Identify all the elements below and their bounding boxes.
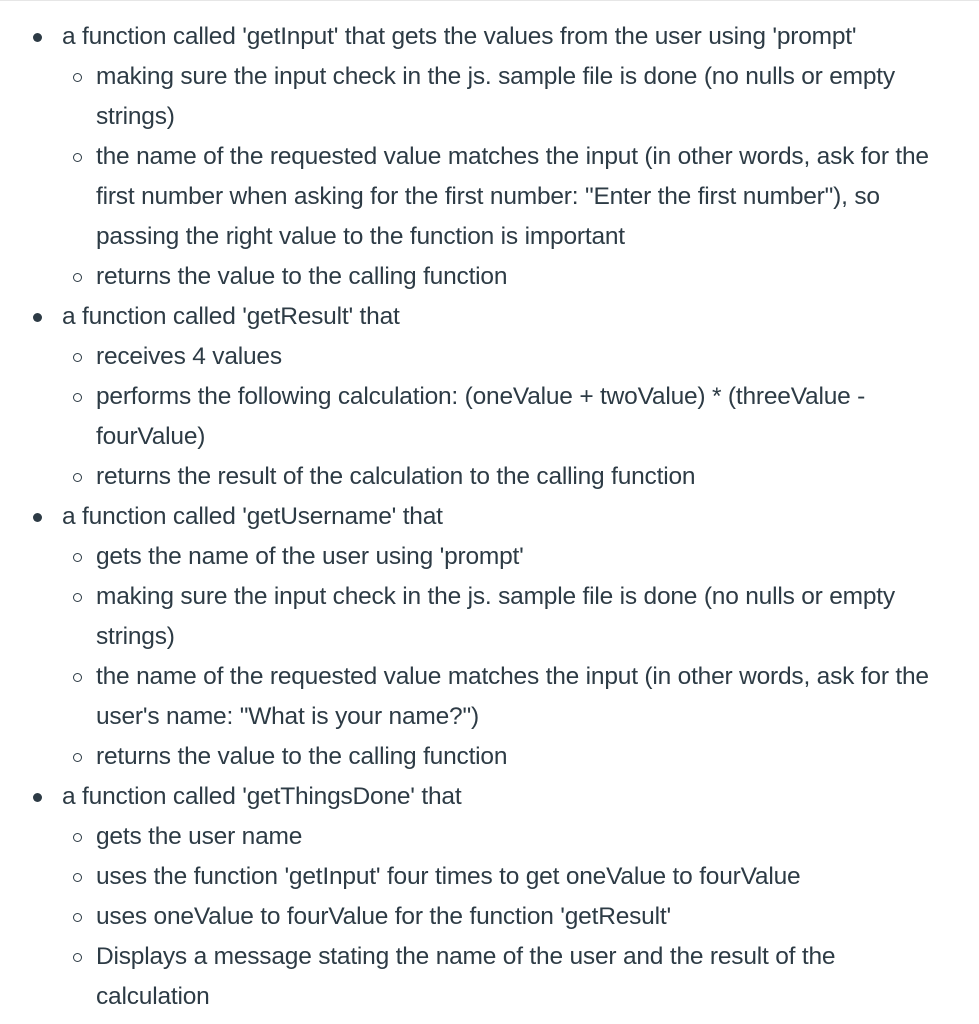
sublist-item-text: returns the value to the calling function	[96, 263, 508, 290]
sublist	[62, 817, 979, 1017]
sublist-item	[62, 457, 979, 497]
requirements-list	[0, 17, 979, 1017]
sublist-item	[62, 377, 979, 457]
list-item-text: a function called 'getResult' that	[62, 303, 400, 330]
sublist-item-text: making sure the input check in the js. sample file is done (no nulls or empty strings)	[96, 583, 895, 650]
sublist-item-text: making sure the input check in the js. sample file is done (no nulls or empty strings)	[96, 63, 895, 130]
sublist-item	[62, 577, 979, 657]
circle-bullet-icon	[73, 553, 82, 562]
sublist-item-text: gets the name of the user using 'prompt'	[96, 543, 524, 570]
circle-bullet-icon	[73, 153, 82, 162]
list-item-getusername	[0, 497, 979, 777]
list-item-text: a function called 'getThingsDone' that	[62, 783, 462, 810]
sublist-item	[62, 137, 979, 257]
list-item-getinput	[0, 17, 979, 297]
sublist-item-text: the name of the requested value matches the input (in other words, ask for the user's name: "What is your name?")	[96, 663, 929, 730]
sublist	[62, 337, 979, 497]
circle-bullet-icon	[73, 473, 82, 482]
list-item-getresult	[0, 297, 979, 497]
sublist-item	[62, 657, 979, 737]
circle-bullet-icon	[73, 673, 82, 682]
requirements-document	[0, 17, 979, 1017]
circle-bullet-icon	[73, 913, 82, 922]
sublist-item-text: returns the result of the calculation to the calling function	[96, 463, 696, 490]
sublist-item	[62, 817, 979, 857]
sublist-item	[62, 857, 979, 897]
circle-bullet-icon	[73, 833, 82, 842]
bullet-icon	[33, 33, 42, 42]
circle-bullet-icon	[73, 393, 82, 402]
sublist	[62, 57, 979, 297]
sublist-item-text: gets the user name	[96, 823, 303, 850]
sublist-item	[62, 737, 979, 777]
circle-bullet-icon	[73, 273, 82, 282]
sublist-item	[62, 897, 979, 937]
sublist-item	[62, 537, 979, 577]
circle-bullet-icon	[73, 593, 82, 602]
sublist-item-text: returns the value to the calling function	[96, 743, 508, 770]
sublist-item-text: performs the following calculation: (oneValue + twoValue) * (threeValue - fourValue)	[96, 383, 866, 450]
circle-bullet-icon	[73, 873, 82, 882]
bullet-icon	[33, 513, 42, 522]
sublist-item	[62, 337, 979, 377]
sublist-item-text: uses oneValue to fourValue for the function 'getResult'	[96, 903, 671, 930]
list-item-text: a function called 'getUsername' that	[62, 503, 443, 530]
sublist-item	[62, 257, 979, 297]
list-item-text: a function called 'getInput' that gets the values from the user using 'prompt'	[62, 23, 857, 50]
sublist-item	[62, 57, 979, 137]
top-divider	[0, 0, 979, 1]
circle-bullet-icon	[73, 73, 82, 82]
sublist-item-text: receives 4 values	[96, 343, 282, 370]
circle-bullet-icon	[73, 953, 82, 962]
sublist	[62, 537, 979, 777]
circle-bullet-icon	[73, 753, 82, 762]
sublist-item-text: Displays a message stating the name of the user and the result of the calculation	[96, 943, 836, 1010]
circle-bullet-icon	[73, 353, 82, 362]
bullet-icon	[33, 313, 42, 322]
list-item-getthingsdone	[0, 777, 979, 1017]
sublist-item-text: the name of the requested value matches the input (in other words, ask for the first number when asking for the first number: "Enter the first number"), so passing the right value to the function is important	[96, 143, 929, 250]
bullet-icon	[33, 793, 42, 802]
sublist-item-text: uses the function 'getInput' four times to get oneValue to fourValue	[96, 863, 801, 890]
sublist-item	[62, 937, 979, 1017]
